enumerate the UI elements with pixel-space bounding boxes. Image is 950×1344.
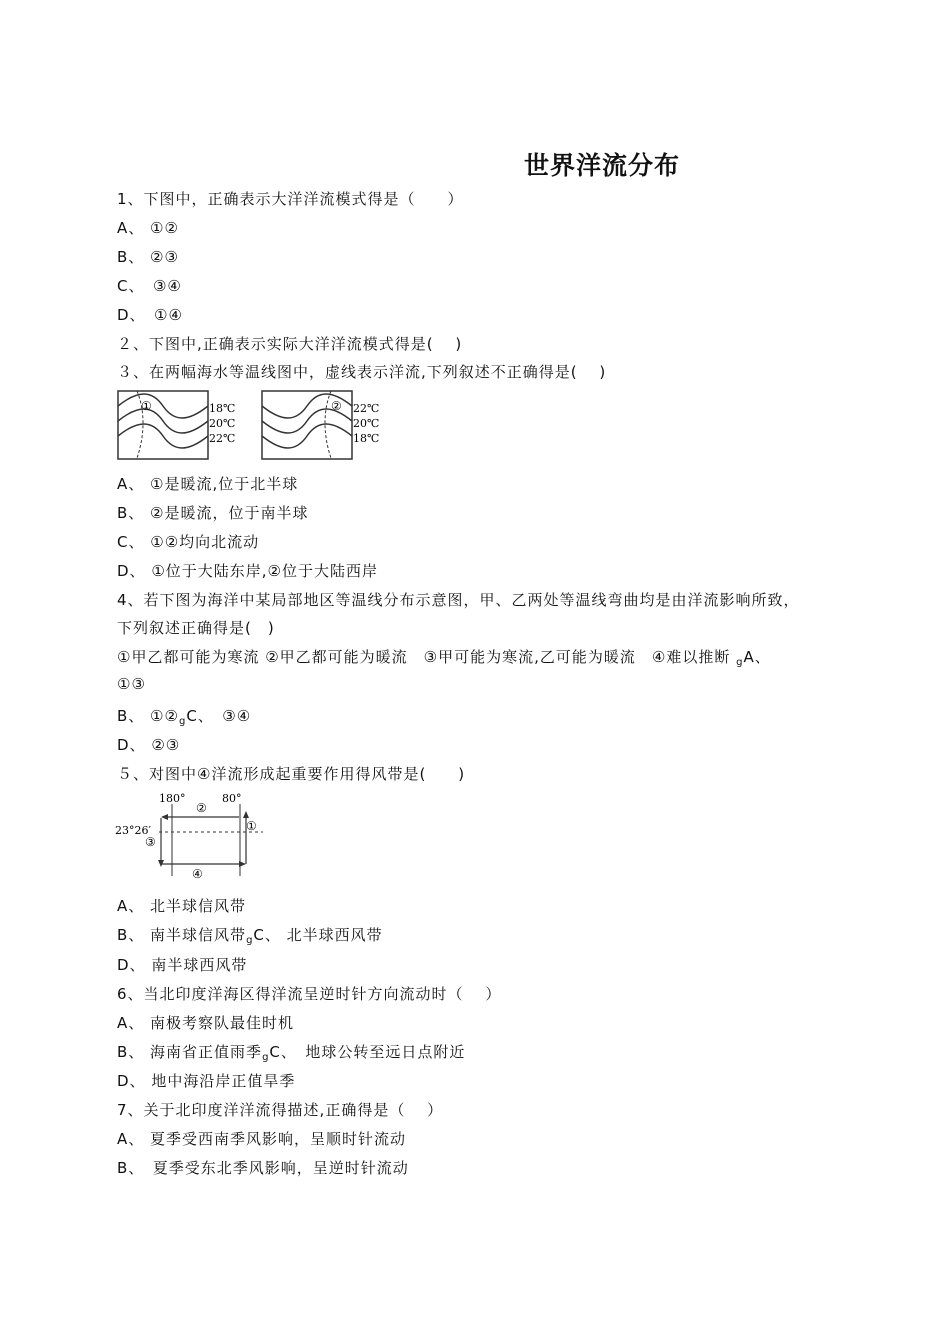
question-5-option-b-c: B、 南半球信风带$_g$C、 北半球西风带 <box>117 926 383 946</box>
question-6-option-b-c: B、 海南省正值雨季$_g$C、 地球公转至远日点附近 <box>117 1043 466 1063</box>
question-4-option-d: D、 ②③ <box>117 736 181 754</box>
question-1-stem: 1、下图中，正确表示大洋洋流模式得是（ ） <box>117 190 464 208</box>
lon-label-2: 80° <box>222 792 242 805</box>
question-1-option-a: A、 ①② <box>117 219 179 237</box>
question-1-option-b: B、 ②③ <box>117 248 179 266</box>
question-6-option-a: A、 南极考察队最佳时机 <box>117 1014 295 1032</box>
question-4-stem-line-1: 4、若下图为海洋中某局部地区等温线分布示意图，甲、乙两处等温线弯曲均是由洋流影响所致， <box>117 591 800 609</box>
isotherm-figure-2 <box>261 390 386 462</box>
figure-1-label-3: 22℃ <box>209 432 236 445</box>
question-3-stem: ３、在两幅海水等温线图中，虚线表示洋流,下列叙述不正确得是( ) <box>117 363 607 381</box>
question-4-statements: ①甲乙都可能为寒流 ②甲乙都可能为暖流 ③甲可能为寒流,乙可能为暖流 ④难以推断 $_g$A、 <box>117 648 771 668</box>
question-3-option-d: D、 ①位于大陆东岸,②位于大陆西岸 <box>117 562 378 580</box>
figure-2-label-1: 22℃ <box>353 402 380 415</box>
question-6-stem: 6、当北印度洋海区得洋流呈逆时针方向流动时（ ） <box>117 985 502 1003</box>
question-4-option-b-c: B、 $①②_gC$、 ③④ <box>117 707 252 727</box>
question-5-stem: ５、对图中④洋流形成起重要作用得风带是( ) <box>117 765 466 783</box>
question-3-option-b: B、 ②是暖流，位于南半球 <box>117 504 309 522</box>
question-1-option-d: D、 ①④ <box>117 306 183 324</box>
question-1-option-c: C、 ③④ <box>117 277 182 295</box>
current-3-label: ③ <box>145 835 156 849</box>
question-2-stem: ２、下图中,正确表示实际大洋洋流模式得是( ) <box>117 335 463 353</box>
page-title: 世界洋流分布 <box>524 151 681 180</box>
question-5-option-a: A、 北半球信风带 <box>117 897 247 915</box>
current-1-label: ① <box>246 819 257 833</box>
figure-2-label-3: 18℃ <box>353 432 380 445</box>
lon-label-1: 180° <box>159 792 186 805</box>
isotherm-figure-1 <box>117 390 242 462</box>
question-4-option-a-cont: ①③ <box>117 675 146 693</box>
question-4-stem-line-2: 下列叙述正确得是( ) <box>117 619 275 637</box>
question-7-option-a: A、 夏季受西南季风影响，呈顺时针流动 <box>117 1130 407 1148</box>
figure-2-marker: ② <box>331 399 342 413</box>
question-5-option-d: D、 南半球西风带 <box>117 956 248 974</box>
question-6-option-d: D、 地中海沿岸正值旱季 <box>117 1072 296 1090</box>
question-3-option-c: C、 ①②均向北流动 <box>117 533 260 551</box>
figure-1-label-1: 18℃ <box>209 402 236 415</box>
current-4-label: ④ <box>192 867 203 881</box>
figure-1-label-2: 20℃ <box>209 417 236 430</box>
ocean-current-diagram <box>115 790 275 882</box>
current-2-label: ② <box>196 801 207 815</box>
question-7-stem: 7、关于北印度洋洋流得描述,正确得是（ ） <box>117 1101 444 1119</box>
figure-2-label-2: 20℃ <box>353 417 380 430</box>
question-7-option-b: B、 夏季受东北季风影响，呈逆时针流动 <box>117 1159 409 1177</box>
lat-label: 23°26′ <box>115 824 151 837</box>
question-3-option-a: A、 ①是暖流,位于北半球 <box>117 475 299 493</box>
figure-1-marker: ① <box>141 399 152 413</box>
